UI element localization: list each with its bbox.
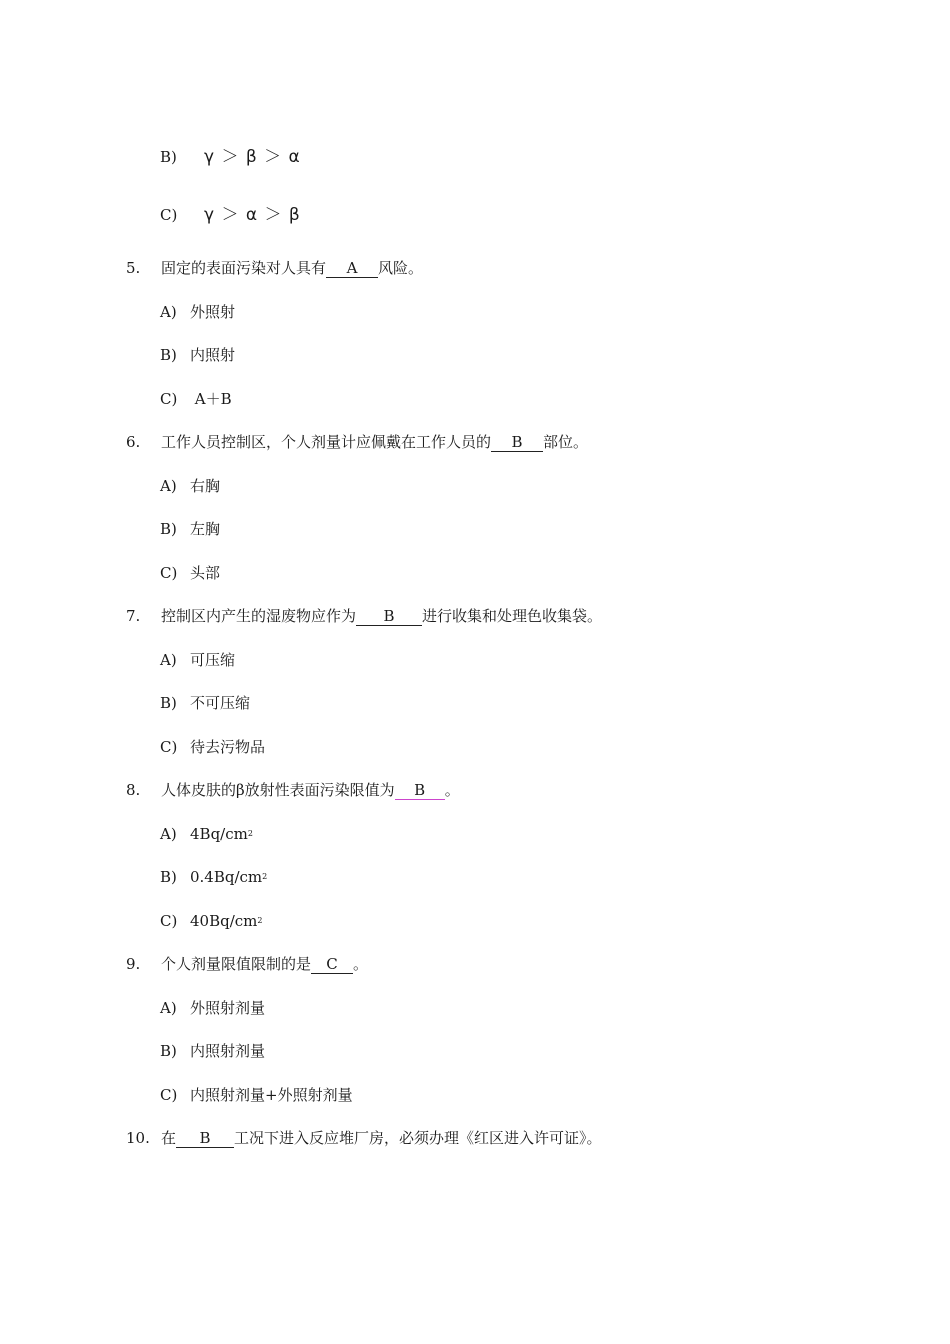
option-label: A) bbox=[160, 303, 177, 321]
option-label: B) bbox=[160, 346, 177, 364]
question-text: 人体皮肤的β放射性表面污染限值为 bbox=[161, 781, 395, 799]
question-number: 9. bbox=[126, 955, 141, 973]
option-label: B) bbox=[160, 694, 177, 712]
option-label: B) bbox=[160, 148, 177, 166]
question-8-stem bbox=[161, 780, 460, 800]
option-label: A) bbox=[160, 999, 177, 1017]
option-b bbox=[160, 1041, 265, 1061]
superscript: 2 bbox=[247, 829, 253, 838]
option-text: 左胸 bbox=[190, 520, 221, 538]
question-text-end: 部位。 bbox=[543, 433, 589, 451]
question-number: 10. bbox=[126, 1129, 150, 1147]
option-label: C) bbox=[160, 206, 178, 224]
option-text: 右胸 bbox=[190, 477, 221, 495]
option-text: 可压缩 bbox=[190, 651, 236, 669]
option-a bbox=[160, 650, 235, 670]
option-label: B) bbox=[160, 868, 177, 886]
option-a bbox=[160, 476, 220, 496]
option-text: 待去污物品 bbox=[190, 738, 266, 756]
q4-option-c bbox=[160, 205, 301, 225]
question-text-end: 。 bbox=[444, 781, 460, 799]
option-c bbox=[160, 737, 265, 757]
option-text: 40Bq/cm bbox=[190, 912, 258, 930]
question-6-stem bbox=[161, 432, 588, 452]
option-text: γ ＞ α ＞ β bbox=[204, 205, 301, 225]
option-text: A＋B bbox=[190, 390, 232, 408]
option-b bbox=[160, 693, 250, 713]
option-text: γ ＞ β ＞ α bbox=[204, 147, 301, 167]
option-text: 4Bq/cm bbox=[190, 825, 248, 843]
question-text-end: 工况下进入反应堆厂房，必须办理《红区进入许可证》。 bbox=[234, 1129, 602, 1147]
option-b bbox=[160, 345, 235, 365]
answer-blank: B bbox=[176, 1129, 234, 1148]
question-text-end: 。 bbox=[353, 955, 369, 973]
option-text: 内照射剂量 bbox=[190, 1042, 266, 1060]
option-label: C) bbox=[160, 390, 178, 408]
question-5-stem bbox=[161, 258, 423, 278]
question-10-stem bbox=[161, 1128, 602, 1148]
q4-option-b bbox=[160, 147, 301, 167]
question-number: 6. bbox=[126, 433, 141, 451]
option-c bbox=[160, 563, 220, 583]
option-text: 内照射剂量+外照射剂量 bbox=[190, 1086, 353, 1104]
option-text: 内照射 bbox=[190, 346, 236, 364]
question-text: 固定的表面污染对人具有 bbox=[161, 259, 327, 277]
question-text-end: 进行收集和处理色收集袋。 bbox=[422, 607, 603, 625]
superscript: 2 bbox=[257, 916, 263, 925]
question-text: 工作人员控制区，个人剂量计应佩戴在工作人员的 bbox=[161, 433, 492, 451]
option-a bbox=[160, 302, 235, 322]
answer-blank: B bbox=[395, 781, 445, 800]
option-label: C) bbox=[160, 912, 178, 930]
question-9-stem bbox=[161, 954, 368, 974]
answer-blank: B bbox=[356, 607, 422, 626]
option-b bbox=[160, 867, 267, 887]
answer-blank: C bbox=[311, 955, 353, 974]
option-b bbox=[160, 519, 220, 539]
option-c bbox=[160, 1085, 353, 1105]
question-7-stem bbox=[161, 606, 602, 626]
option-text: 0.4Bq/cm bbox=[190, 868, 263, 886]
option-label: A) bbox=[160, 651, 177, 669]
question-number: 8. bbox=[126, 781, 141, 799]
question-text: 控制区内产生的湿废物应作为 bbox=[161, 607, 357, 625]
question-text-end: 风险。 bbox=[378, 259, 424, 277]
option-text: 头部 bbox=[190, 564, 221, 582]
option-c bbox=[160, 911, 262, 931]
option-label: C) bbox=[160, 1086, 178, 1104]
question-text: 个人剂量限值限制的是 bbox=[161, 955, 312, 973]
question-number: 7. bbox=[126, 607, 141, 625]
option-label: C) bbox=[160, 564, 178, 582]
option-label: A) bbox=[160, 825, 177, 843]
answer-blank: A bbox=[326, 259, 378, 278]
option-c bbox=[160, 389, 232, 409]
option-text: 不可压缩 bbox=[190, 694, 251, 712]
option-label: C) bbox=[160, 738, 178, 756]
superscript: 2 bbox=[262, 872, 268, 881]
option-label: B) bbox=[160, 520, 177, 538]
option-label: A) bbox=[160, 477, 177, 495]
option-label: B) bbox=[160, 1042, 177, 1060]
question-number: 5. bbox=[126, 259, 141, 277]
option-text: 外照射 bbox=[190, 303, 236, 321]
question-text: 在 bbox=[161, 1129, 177, 1147]
answer-blank: B bbox=[491, 433, 543, 452]
option-a bbox=[160, 824, 253, 844]
option-text: 外照射剂量 bbox=[190, 999, 266, 1017]
option-a bbox=[160, 998, 265, 1018]
